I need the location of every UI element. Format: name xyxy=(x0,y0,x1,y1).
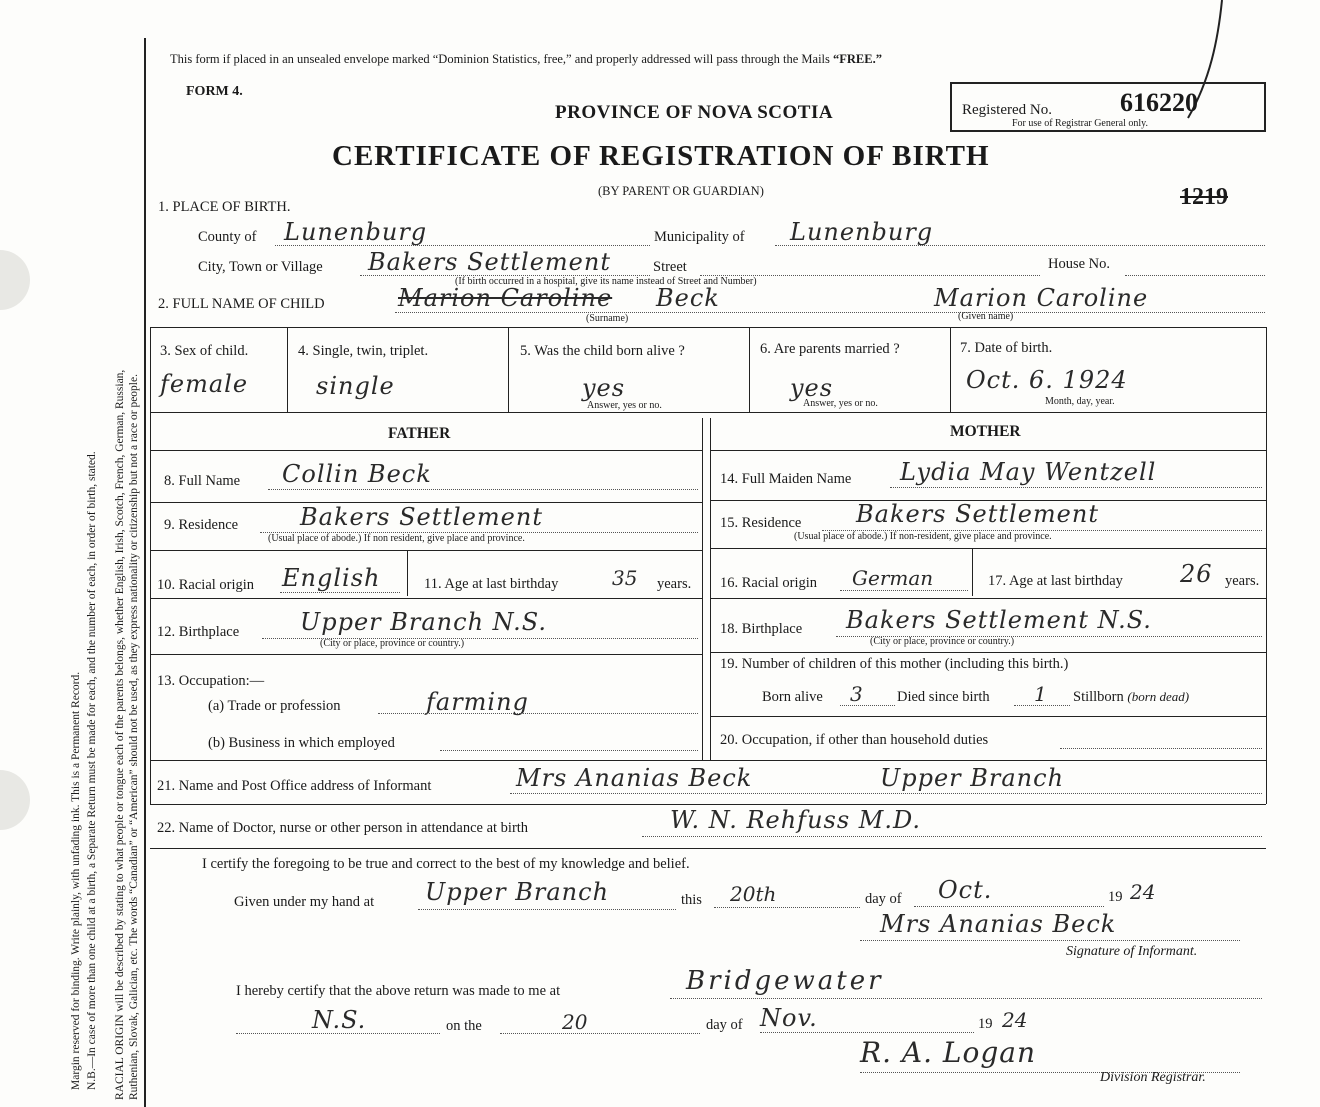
street-note: (If birth occurred in a hospital, give its name instead of Street and Number) xyxy=(455,276,757,287)
children-count-label: 19. Number of children of this mother (including this birth.) xyxy=(720,656,1069,672)
mail-note: This form if placed in an unsealed envelope marked “Dominion Statistics, free,” and properly addressed will pass through the Mails “FREE.” xyxy=(170,52,882,66)
date-of-birth-note: Month, day, year. xyxy=(1045,396,1115,407)
mother-residence-label: 15. Residence xyxy=(720,515,802,531)
registrar-on-the-label: on the xyxy=(446,1018,482,1034)
mother-birthplace-label: 18. Birthplace xyxy=(720,621,803,637)
margin-note-2: N.B.—In case of more than one child at a birth, a Separate Return must be made for each, and the number of each, in order of birth, stated. xyxy=(86,451,98,1090)
county-value: Lunenburg xyxy=(284,218,428,246)
sex-label: 3. Sex of child. xyxy=(160,343,249,359)
father-race-label: 10. Racial origin xyxy=(157,577,255,593)
certify-text: I certify the foregoing to be true and correct to the best of my knowledge and belief. xyxy=(202,856,690,872)
mother-age-unit: years. xyxy=(1225,573,1260,589)
house-label: House No. xyxy=(1048,256,1111,272)
mother-name-value: Lydia May Wentzell xyxy=(900,458,1157,486)
registrar-month-value: Nov. xyxy=(760,1004,818,1032)
registrar-signature: R. A. Logan xyxy=(860,1036,1037,1069)
given-place-value: Upper Branch xyxy=(425,878,610,906)
father-race-value: English xyxy=(282,564,381,592)
occupation-label: 13. Occupation:— xyxy=(157,673,265,689)
registered-note: For use of Registrar General only. xyxy=(1012,118,1148,129)
doctor-label: 22. Name of Doctor, nurse or other person in attendance at birth xyxy=(157,820,529,836)
registrar-year-prefix: 19 xyxy=(978,1016,993,1032)
city-value: Bakers Settlement xyxy=(368,248,611,276)
registered-number: 616220 xyxy=(1120,88,1198,117)
registered-label: Registered No. xyxy=(962,102,1052,118)
mother-race-label: 16. Racial origin xyxy=(720,575,818,591)
father-residence-label: 9. Residence xyxy=(164,517,239,533)
father-name-value: Collin Beck xyxy=(282,460,432,488)
certify-year-value: 24 xyxy=(1130,880,1156,904)
business-label: (b) Business in which employed xyxy=(208,735,395,751)
margin-note-3: RACIAL ORIGIN will be described by stating to what people or tongue each of the parents belongs, whether English, Irish, Scotch, French, German, Russian, xyxy=(114,369,126,1100)
registrar-province-value: N.S. xyxy=(312,1006,367,1034)
father-heading: FATHER xyxy=(388,425,451,442)
child-given-name: Marion Caroline xyxy=(934,284,1149,312)
mother-name-label: 14. Full Maiden Name xyxy=(720,471,852,487)
certify-day-of-label: day of xyxy=(865,891,902,907)
registrar-day-of-label: day of xyxy=(706,1017,743,1033)
child-name-label: 2. FULL NAME OF CHILD xyxy=(158,296,325,312)
certificate-subtitle: (BY PARENT OR GUARDIAN) xyxy=(598,184,764,198)
father-age-label: 11. Age at last birthday xyxy=(424,576,559,592)
corner-number: 1219 xyxy=(1180,184,1228,210)
born-alive-count-label: Born alive xyxy=(762,689,823,705)
father-name-label: 8. Full Name xyxy=(164,473,241,489)
registrar-text: I hereby certify that the above return was made to me at xyxy=(236,983,561,999)
binding-hole xyxy=(0,770,30,830)
born-alive-label: 5. Was the child born alive ? xyxy=(520,343,685,359)
father-residence-note: (Usual place of abode.) If non resident, give place and province. xyxy=(268,533,525,544)
father-birthplace-value: Upper Branch N.S. xyxy=(300,608,547,636)
registrar-day-value: 20 xyxy=(562,1010,588,1034)
mother-race-value: German xyxy=(852,566,934,590)
certificate-title: CERTIFICATE OF REGISTRATION OF BIRTH xyxy=(332,140,990,172)
mother-residence-note: (Usual place of abode.) If non-resident, give place and province. xyxy=(794,531,1052,542)
margin-border xyxy=(144,38,146,1107)
mother-age-label: 17. Age at last birthday xyxy=(988,573,1123,589)
child-struck-name: Marion Caroline xyxy=(398,284,613,312)
date-of-birth-label: 7. Date of birth. xyxy=(960,340,1053,356)
certify-day-value: 20th xyxy=(730,882,777,906)
margin-note-4: Ruthenian, Slovak, Galician, etc. The words “Canadian” or “American” should not be used, as they express nationality or citizenship but not a race or people. xyxy=(128,374,140,1100)
surname-note: (Surname) xyxy=(586,313,629,324)
binding-hole xyxy=(0,250,30,310)
county-label: County of xyxy=(198,229,257,245)
parents-married-note: Answer, yes or no. xyxy=(803,398,878,409)
municipality-label: Municipality of xyxy=(654,229,745,245)
mother-heading: MOTHER xyxy=(950,423,1021,440)
given-under-label: Given under my hand at xyxy=(234,894,375,910)
trade-label: (a) Trade or profession xyxy=(208,698,341,714)
parents-married-value: yes xyxy=(790,374,834,402)
province-heading: PROVINCE OF NOVA SCOTIA xyxy=(555,102,834,123)
trade-value: farming xyxy=(426,688,529,716)
date-of-birth-value: Oct. 6. 1924 xyxy=(966,366,1128,394)
born-alive-note: Answer, yes or no. xyxy=(587,400,662,411)
mother-residence-value: Bakers Settlement xyxy=(856,500,1099,528)
parents-married-label: 6. Are parents married ? xyxy=(760,341,900,357)
mother-birthplace-note: (City or place, province or country.) xyxy=(870,636,1015,647)
child-surname: Beck xyxy=(656,284,720,312)
registrar-year-value: 24 xyxy=(1002,1008,1028,1032)
given-note: (Given name) xyxy=(958,311,1014,322)
stillborn-label: Stillborn (born dead) xyxy=(1073,689,1190,705)
place-label: 1. PLACE OF BIRTH. xyxy=(158,199,291,215)
mother-birthplace-value: Bakers Settlement N.S. xyxy=(846,606,1152,634)
margin-note-1: Margin reserved for binding. Write plainly, with unfading ink. This is a Permanent Record. xyxy=(70,671,82,1090)
registrar-signature-label: Division Registrar. xyxy=(1100,1070,1206,1085)
father-birthplace-note: (City or place, province or country.) xyxy=(320,638,465,649)
informant-signature-label: Signature of Informant. xyxy=(1066,944,1198,959)
informant-name-value: Mrs Ananias Beck xyxy=(516,764,753,792)
born-alive-value: yes xyxy=(582,374,626,402)
informant-signature: Mrs Ananias Beck xyxy=(880,910,1117,938)
father-age-unit: years. xyxy=(657,576,692,592)
registrar-place-value: Bridgewater xyxy=(686,966,884,996)
sex-value: female xyxy=(160,370,249,398)
mother-occupation-label: 20. Occupation, if other than household duties xyxy=(720,732,989,748)
informant-label: 21. Name and Post Office address of Informant xyxy=(157,778,432,794)
plurality-label: 4. Single, twin, triplet. xyxy=(298,343,429,359)
certify-year-prefix: 19 xyxy=(1108,889,1123,905)
doctor-value: W. N. Rehfuss M.D. xyxy=(670,806,922,834)
informant-address-value: Upper Branch xyxy=(880,764,1065,792)
born-alive-count-value: 3 xyxy=(850,682,863,706)
mother-age-value: 26 xyxy=(1180,560,1213,588)
father-residence-value: Bakers Settlement xyxy=(300,503,543,531)
form-number: FORM 4. xyxy=(186,84,243,99)
city-label: City, Town or Village xyxy=(198,259,323,275)
plurality-value: single xyxy=(316,372,395,400)
died-since-birth-label: Died since birth xyxy=(897,689,990,705)
street-label: Street xyxy=(653,259,687,275)
municipality-value: Lunenburg xyxy=(790,218,934,246)
father-age-value: 35 xyxy=(612,566,638,590)
registered-box xyxy=(950,82,1266,132)
certify-month-value: Oct. xyxy=(938,876,993,904)
father-birthplace-label: 12. Birthplace xyxy=(157,624,240,640)
died-since-birth-value: 1 xyxy=(1034,682,1047,706)
this-label: this xyxy=(681,892,702,908)
